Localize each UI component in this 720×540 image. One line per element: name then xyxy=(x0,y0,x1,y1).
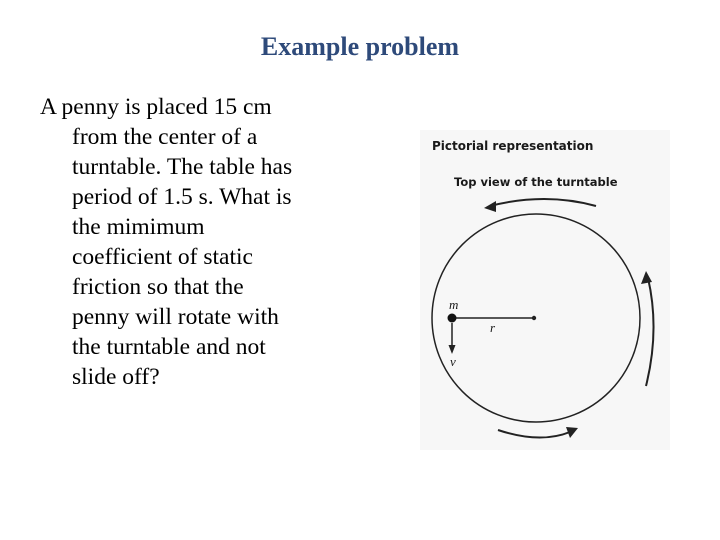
mass-label: m xyxy=(449,297,459,312)
problem-line: A penny is placed 15 cm xyxy=(40,94,272,120)
turntable-figure xyxy=(420,130,670,450)
problem-text xyxy=(40,92,370,392)
problem-line: period of 1.5 s. What is xyxy=(72,184,292,210)
turntable-diagram xyxy=(420,130,670,450)
problem-line: slide off? xyxy=(72,364,160,390)
problem-line: the turntable and not xyxy=(72,334,266,360)
figure-subheading: Top view of the turntable xyxy=(454,175,618,189)
problem-line: turntable. The table has xyxy=(72,154,293,180)
problem-line: the mimimum xyxy=(72,214,205,240)
figure-heading: Pictorial representation xyxy=(432,139,594,153)
problem-line: coefficient of static xyxy=(72,244,253,270)
problem-line: penny will rotate with xyxy=(72,304,279,330)
penny-dot xyxy=(448,314,457,323)
problem-line: from the center of a xyxy=(72,124,258,150)
slide-title: Example problem xyxy=(260,32,460,61)
center-dot xyxy=(532,316,536,320)
radius-label: r xyxy=(490,320,496,335)
problem-line: friction so that the xyxy=(72,274,244,300)
velocity-label: v xyxy=(450,354,456,369)
